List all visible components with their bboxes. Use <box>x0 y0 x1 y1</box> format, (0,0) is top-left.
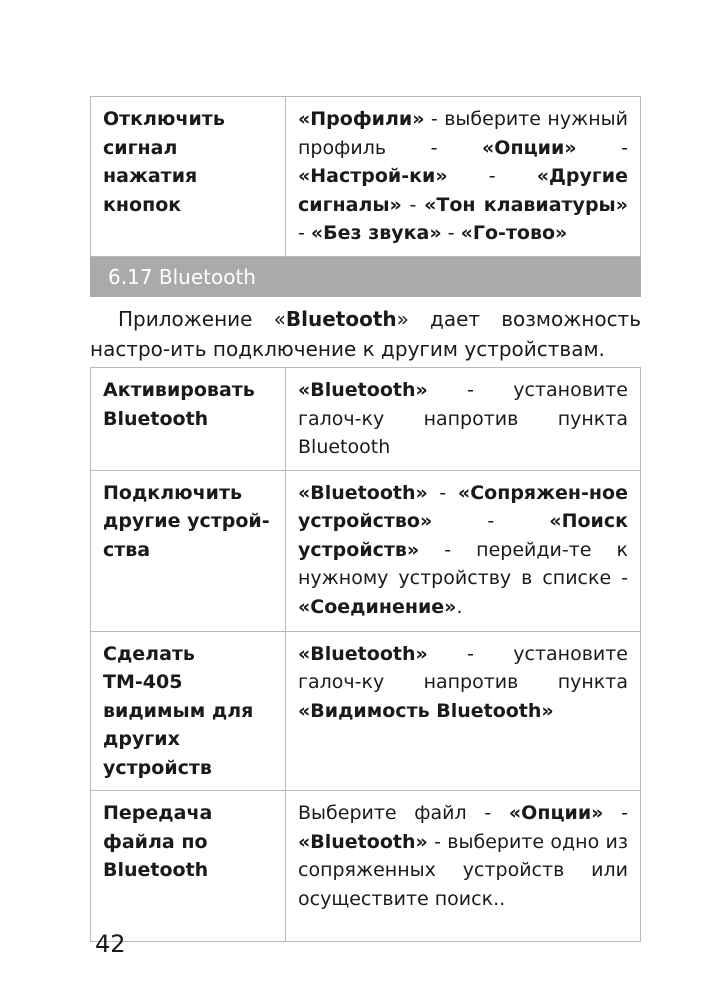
menu-path-item: «Видимость Bluetooth» <box>298 699 554 722</box>
menu-path-item: «Bluetooth» <box>298 642 428 665</box>
menu-path-item: «Без звука» <box>310 222 442 244</box>
action-cell: Передача файла по Bluetooth <box>91 791 286 942</box>
menu-path-item: «Поиск устройств» <box>298 510 628 561</box>
section-heading: 6.17 Bluetooth <box>90 257 641 297</box>
instruction-text: - <box>603 802 628 824</box>
action-cell: Отключить сигнал нажатия кнопок <box>91 97 286 257</box>
table-row <box>91 368 641 471</box>
instruction-text: - <box>576 136 628 159</box>
instruction-cell <box>286 97 641 257</box>
menu-path-item: «Сопряжен-ное устройство» <box>298 481 628 532</box>
instruction-text: - <box>447 165 537 187</box>
bluetooth-table <box>90 367 641 942</box>
app-name: Bluetooth <box>285 307 397 331</box>
menu-path-item: «Опции» <box>482 136 577 159</box>
instruction-text: - <box>401 193 425 216</box>
action-cell: Сделать ТМ-405 видимым для других устройств <box>91 631 286 791</box>
action-cell: Подключить другие устрой-ства <box>91 470 286 631</box>
page-number: 42 <box>95 930 126 958</box>
table-row <box>91 470 641 631</box>
table-row <box>91 791 641 942</box>
menu-path-item: «Профили» <box>298 108 425 130</box>
instruction-text: - перейди-те к нужному устройству в списке - <box>298 538 628 589</box>
menu-path-item: «Го-тово» <box>460 222 568 244</box>
menu-path-item: «Bluetooth» <box>298 481 428 504</box>
menu-path-item: «Bluetooth» <box>298 379 428 401</box>
menu-path-item: «Тон клавиатуры» <box>424 193 629 216</box>
instruction-text: - установите галоч-ку напротив пункта Bluetooth <box>298 379 628 458</box>
menu-path-item: «Настрой-ки» <box>298 165 448 187</box>
instruction-cell <box>286 470 641 631</box>
menu-path-item: «Соединение» <box>298 595 457 618</box>
action-cell: Активировать Bluetooth <box>91 368 286 471</box>
instruction-cell <box>286 631 641 791</box>
settings-table-top <box>90 96 641 257</box>
menu-path-item: «Другие сигналы» <box>298 165 628 216</box>
intro-paragraph <box>90 304 641 364</box>
instruction-text: - выберите одно из сопряженных устройств или осуществите поиск.. <box>298 830 628 910</box>
table-row <box>91 631 641 791</box>
instruction-cell <box>286 368 641 471</box>
instruction-text: Выберите файл - <box>298 802 509 824</box>
instruction-text: . <box>456 595 463 618</box>
menu-path-item: «Bluetooth» <box>298 830 428 853</box>
intro-text: » дает возможность настро-ить подключение к другим устройствам. <box>90 307 641 361</box>
instruction-text: - <box>298 222 311 244</box>
instruction-text: - <box>441 222 461 244</box>
instruction-text: - установите галоч-ку напротив пункта <box>298 642 628 693</box>
table-row <box>91 97 641 257</box>
intro-text: Приложение « <box>118 307 286 331</box>
instruction-cell <box>286 791 641 942</box>
menu-path-item: «Опции» <box>508 802 604 824</box>
instruction-text: - <box>427 481 458 504</box>
instruction-text: - выберите нужный профиль - <box>298 108 628 159</box>
instruction-text: - <box>432 510 550 532</box>
